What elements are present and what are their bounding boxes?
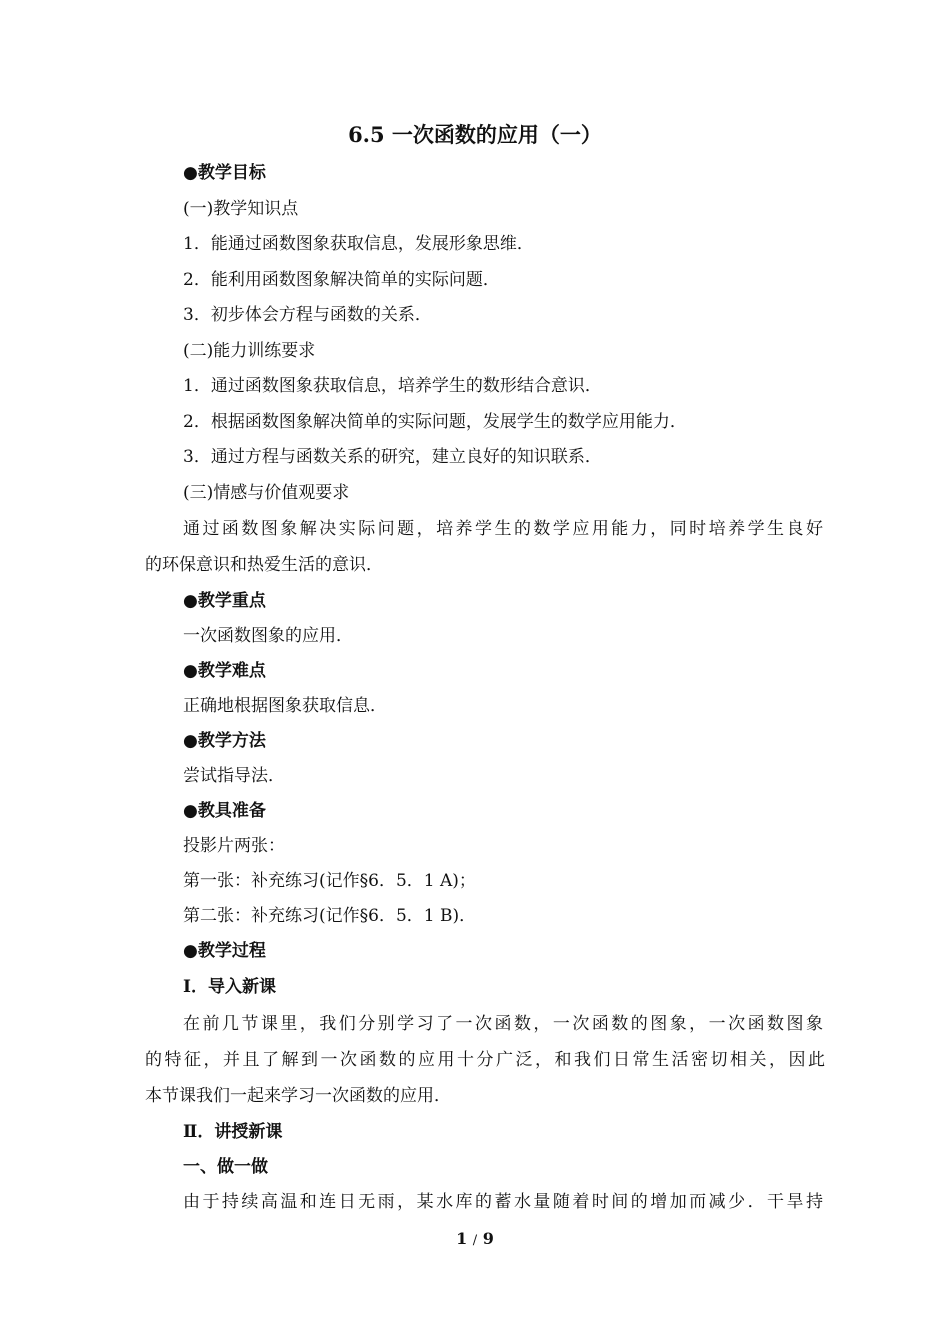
difficulties-text: 正确地根据图象获取信息． [183,696,387,716]
section-heading-objectives: ●教学目标 [183,163,266,183]
section-heading-process: ●教学过程 [183,941,266,961]
subsection-knowledge: (一)教学知识点 [183,199,299,219]
knowledge-item-1: 1．能通过函数图象获取信息，发展形象思维． [183,234,534,254]
materials-item-2: 第二张：补充练习(记作§6．5．1 B)． [183,906,477,926]
knowledge-item-2: 2．能利用函数图象解决简单的实际问题． [183,270,500,290]
knowledge-item-3: 3．初步体会方程与函数的关系． [183,305,432,325]
section-heading-materials: ●教具准备 [183,801,266,821]
document-title: 6.5 一次函数的应用（一） [348,122,602,147]
process-step-1-heading: Ⅰ．导入新课 [183,977,276,997]
ability-item-3: 3．通过方程与函数关系的研究，建立良好的知识联系． [183,447,602,467]
page-number-separator: / [472,1233,478,1248]
materials-item-1: 第一张：补充练习(记作§6．5．1 A)； [183,871,476,891]
page-number [0,1227,950,1253]
ability-item-2: 2．根据函数图象解决简单的实际问题，发展学生的数学应用能力． [183,412,687,432]
materials-text: 投影片两张： [183,836,285,856]
intro-paragraph-line-1: 在前几节课里，我们分别学习了一次函数，一次函数的图象，一次函数图象 [183,1014,823,1034]
section-heading-difficulties: ●教学难点 [183,661,266,681]
page-number-total: 9 [482,1229,494,1248]
page-number-current: 1 [456,1229,468,1248]
ability-item-1: 1．通过函数图象获取信息，培养学生的数形结合意识． [183,376,602,396]
activity-paragraph-line-1: 由于持续高温和连日无雨，某水库的蓄水量随着时间的增加而减少．干旱持 [183,1192,823,1212]
method-text: 尝试指导法． [183,766,285,786]
section-heading-method: ●教学方法 [183,731,266,751]
intro-paragraph-line-2: 的特征，并且了解到一次函数的应用十分广泛，和我们日常生活密切相关，因此 [145,1050,825,1070]
intro-paragraph-line-3: 本节课我们一起来学习一次函数的应用． [145,1086,451,1106]
section-heading-key-points: ●教学重点 [183,591,266,611]
key-points-text: 一次函数图象的应用． [183,626,353,646]
process-step-2-heading: Ⅱ．讲授新课 [183,1122,283,1142]
subsection-ability: (二)能力训练要求 [183,341,316,361]
values-paragraph-line-1: 通过函数图象解决实际问题，培养学生的数学应用能力，同时培养学生良好 [183,519,823,539]
subsection-values: (三)情感与价值观要求 [183,483,350,503]
activity-heading: 一、做一做 [183,1157,268,1177]
values-paragraph-line-2: 的环保意识和热爱生活的意识． [145,555,383,575]
